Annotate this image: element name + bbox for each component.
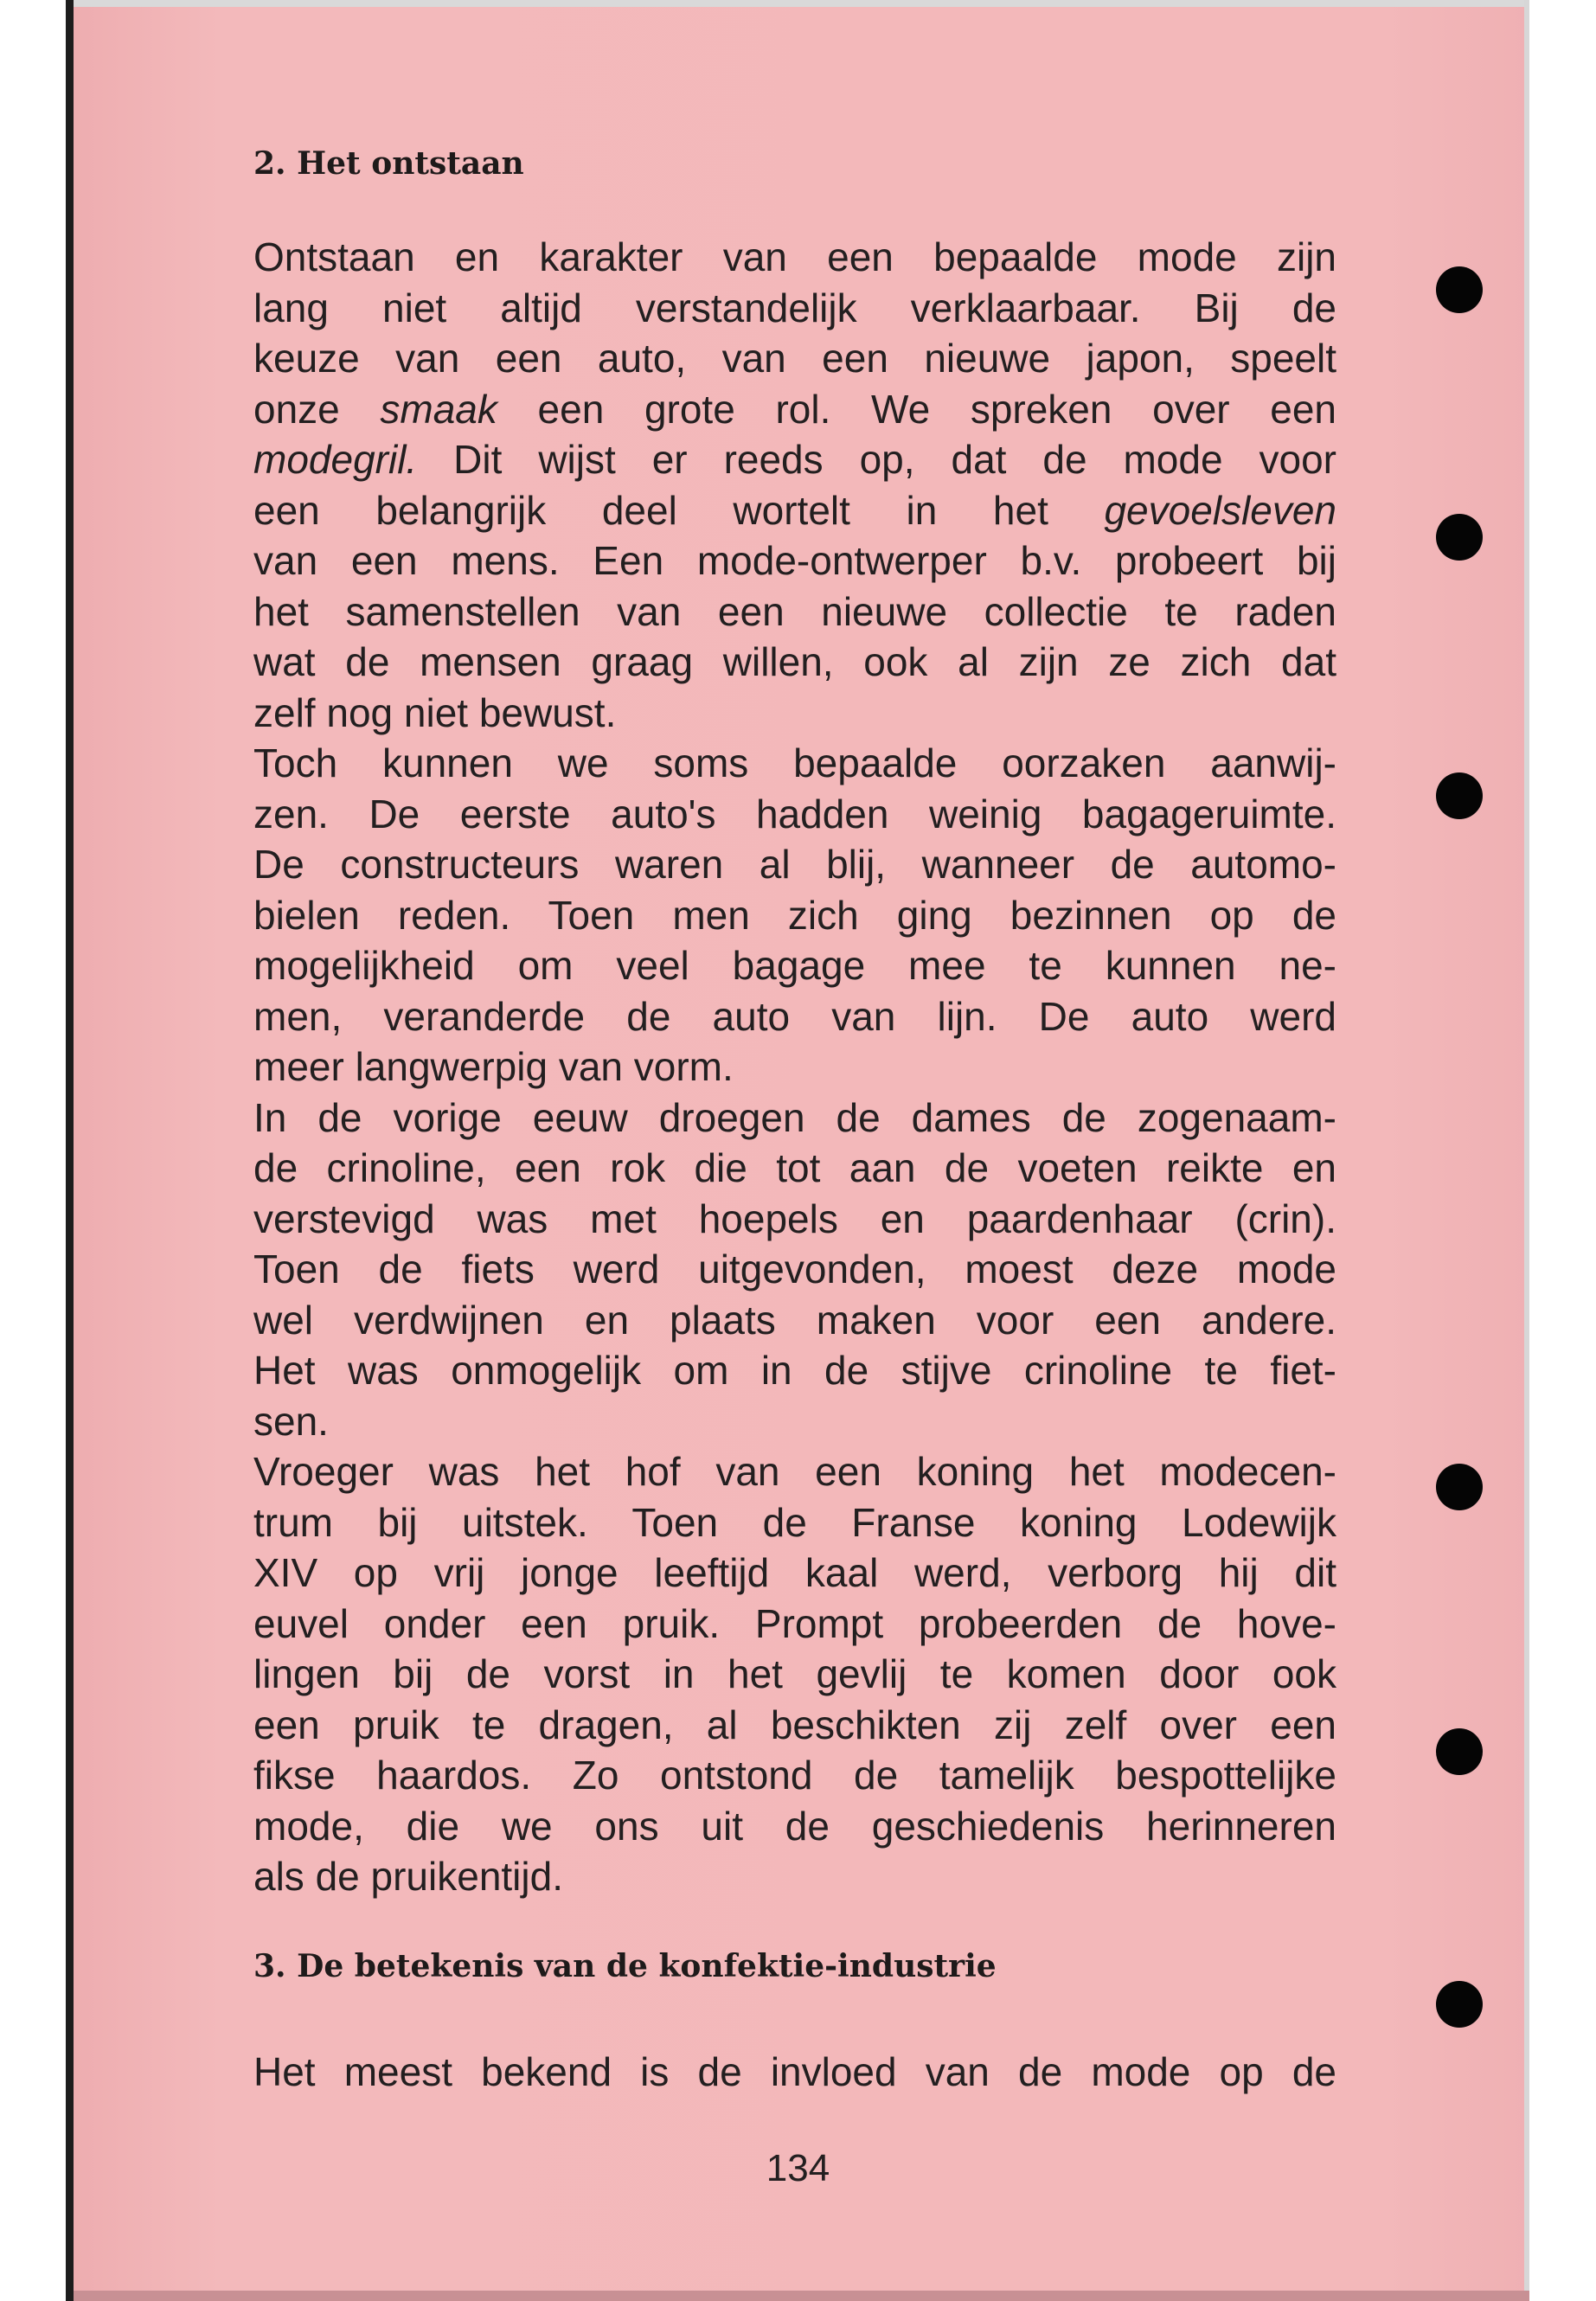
text-line: De constructeurs waren al blij, wanneer de automo- [253, 842, 1336, 887]
text-line: In de vorige eeuw droegen de dames de zogenaam- [253, 1094, 1336, 1140]
punch-hole [1436, 266, 1483, 313]
text-segment: een belangrijk deel wortelt in het [253, 487, 1105, 533]
punch-hole [1436, 1464, 1483, 1510]
punch-hole [1436, 772, 1483, 819]
text-line [253, 485, 1336, 536]
text-line: XIV op vrij jonge leeftijd kaal werd, verborg hij dit [253, 1550, 1336, 1595]
text-line: Ontstaan en karakter van een bepaalde mode zijn [253, 234, 1336, 279]
punch-hole [1436, 1728, 1483, 1775]
text-segment: Dit wijst er reeds op, dat de mode voor [417, 437, 1336, 482]
text-line [253, 384, 1336, 435]
page-top-edge [74, 0, 1529, 7]
text-segment: een grote rol. We spreken over een [497, 386, 1337, 432]
italic-term: smaak [380, 386, 497, 432]
text-line: verstevigd was met hoepels en paardenhaar (crin). [253, 1195, 1336, 1241]
text-line: men, veranderde de auto van lijn. De auto werd [253, 993, 1336, 1039]
text-line: lang niet altijd verstandelijk verklaarbaar. Bij de [253, 285, 1336, 330]
text-line: Het was onmogelijk om in de stijve crinoline te fiet- [253, 1348, 1336, 1393]
text-line [253, 434, 1336, 485]
italic-term: modegril. [253, 437, 418, 482]
text-line: Het meest bekend is de invloed van de mode op de [253, 2049, 1336, 2094]
text-line: wat de mensen graag willen, ook al zijn ze zich dat [253, 639, 1336, 684]
section-3-body-text [253, 2047, 1336, 2098]
section-heading-konfektie-industrie: 3. De betekenis van de konfektie-industrie [253, 1948, 997, 1984]
text-line: lingen bij de vorst in het gevlij te komen door ook [253, 1651, 1336, 1696]
text-line: bielen reden. Toen men zich ging bezinnen op de [253, 892, 1336, 938]
binder-spine [66, 0, 74, 2301]
text-line: wel verdwijnen en plaats maken voor een andere. [253, 1297, 1336, 1343]
punch-hole [1436, 514, 1483, 561]
text-line: keuze van een auto, van een nieuwe japon, speelt [253, 336, 1336, 381]
page-bottom-edge [74, 2291, 1529, 2301]
text-line: fikse haardos. Zo ontstond de tamelijk bespottelijke [253, 1753, 1336, 1798]
text-line: de crinoline, een rok die tot aan de voeten reikte en [253, 1145, 1336, 1190]
page-right-edge [1524, 0, 1529, 2301]
text-line: euvel onder een pruik. Prompt probeerden de hove- [253, 1600, 1336, 1646]
text-line: Vroeger was het hof van een koning het modecen- [253, 1449, 1336, 1494]
text-line: het samenstellen van een nieuwe collectie te raden [253, 588, 1336, 634]
italic-term: gevoelsleven [1104, 487, 1336, 533]
text-segment: onze [253, 386, 381, 432]
text-line: Toen de fiets werd uitgevonden, moest deze mode [253, 1247, 1336, 1292]
text-line: mode, die we ons uit de geschiedenis herinneren [253, 1803, 1336, 1849]
text-line: als de pruikentijd. [253, 1854, 563, 1899]
text-line: zelf nog niet bewust. [253, 689, 617, 735]
text-line: Toch kunnen we soms bepaalde oorzaken aanwij- [253, 740, 1336, 785]
page-number-text: 134 [766, 2147, 830, 2189]
text-line: zen. De eerste auto's hadden weinig bagageruimte. [253, 791, 1336, 836]
text-line: sen. [253, 1398, 329, 1444]
punch-hole [1436, 1981, 1483, 2028]
text-line: trum bij uitstek. Toen de Franse koning Lodewijk [253, 1499, 1336, 1545]
text-line: mogelijkheid om veel bagage mee te kunnen ne- [253, 943, 1336, 988]
text-line: van een mens. Een mode-ontwerper b.v. probeert bij [253, 538, 1336, 583]
page-number [0, 2147, 1596, 2190]
section-heading-het-ontstaan: 2. Het ontstaan [253, 145, 524, 182]
text-line: meer langwerpig van vorm. [253, 1044, 734, 1089]
section-2-body-text [253, 232, 1336, 1902]
text-line: een pruik te dragen, al beschikten zij zelf over een [253, 1702, 1336, 1747]
